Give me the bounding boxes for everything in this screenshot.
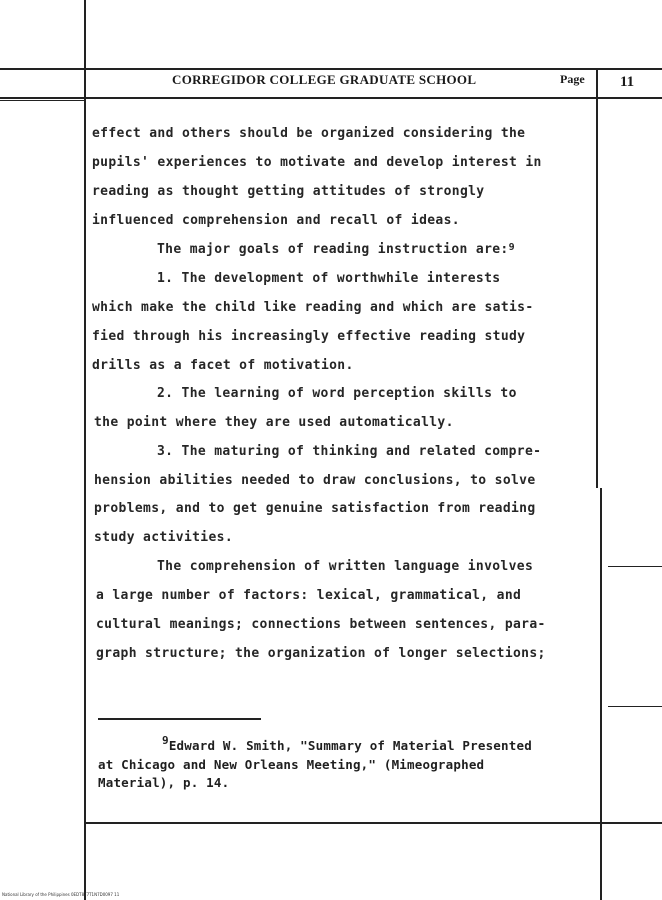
- body-line-16: The comprehension of written language involves: [157, 559, 534, 574]
- footnote-ref-marker: 9: [508, 242, 515, 253]
- body-line-11: the point where they are used automatically.: [94, 415, 454, 430]
- page-box-divider: [596, 68, 598, 488]
- body-line-3: reading as thought getting attitudes of strongly: [92, 184, 485, 199]
- body-line-7: which make the child like reading and which are satis-: [92, 300, 534, 315]
- body-line-19: graph structure; the organization of longer selections;: [96, 646, 546, 661]
- header-bottom-rule: [0, 97, 662, 99]
- body-line-8: fied through his increasingly effective reading study: [92, 329, 526, 344]
- header-top-rule: [0, 68, 662, 70]
- body-line-5: [157, 242, 515, 257]
- footnote-line-3: Material), p. 14.: [98, 775, 230, 790]
- footnote-separator: [98, 718, 261, 720]
- footnote-marker: 9: [162, 734, 169, 747]
- body-line-5-text: The major goals of reading instruction are:: [157, 242, 509, 257]
- microfilm-stamp: National Library of the Philippines 0EDT8T7T1N7D0097 11: [2, 892, 120, 897]
- footnote-line-1: [162, 734, 532, 753]
- school-title: CORREGIDOR COLLEGE GRADUATE SCHOOL: [172, 72, 477, 87]
- footnote-line-1-text: Edward W. Smith, "Summary of Material Presented: [168, 738, 532, 753]
- page-label: Page: [560, 72, 585, 86]
- left-margin-stub: [0, 100, 84, 101]
- right-margin-tick: [608, 566, 662, 567]
- body-line-18: cultural meanings; connections between sentences, para-: [96, 617, 546, 632]
- body-line-10: 2. The learning of word perception skills to: [157, 386, 517, 401]
- body-line-14: problems, and to get genuine satisfaction from reading: [94, 501, 536, 516]
- page-box-divider-lower: [600, 488, 602, 900]
- body-line-15: study activities.: [94, 530, 234, 545]
- body-line-12: 3. The maturing of thinking and related compre-: [157, 444, 542, 459]
- right-margin-tick-lower: [608, 706, 662, 707]
- body-line-2: pupils' experiences to motivate and develop interest in: [92, 155, 542, 170]
- left-margin-line: [84, 0, 86, 900]
- body-line-4: influenced comprehension and recall of ideas.: [92, 213, 460, 228]
- footnote-line-2: at Chicago and New Orleans Meeting," (Mimeographed: [98, 757, 485, 772]
- body-line-13: hension abilities needed to draw conclusions, to solve: [94, 473, 536, 488]
- page-number: 11: [620, 74, 635, 90]
- body-line-6: 1. The development of worthwhile interests: [157, 271, 501, 286]
- body-line-17: a large number of factors: lexical, grammatical, and: [96, 588, 522, 603]
- body-line-1: effect and others should be organized considering the: [92, 126, 526, 141]
- body-line-9: drills as a facet of motivation.: [92, 358, 354, 373]
- footer-rule: [84, 822, 662, 824]
